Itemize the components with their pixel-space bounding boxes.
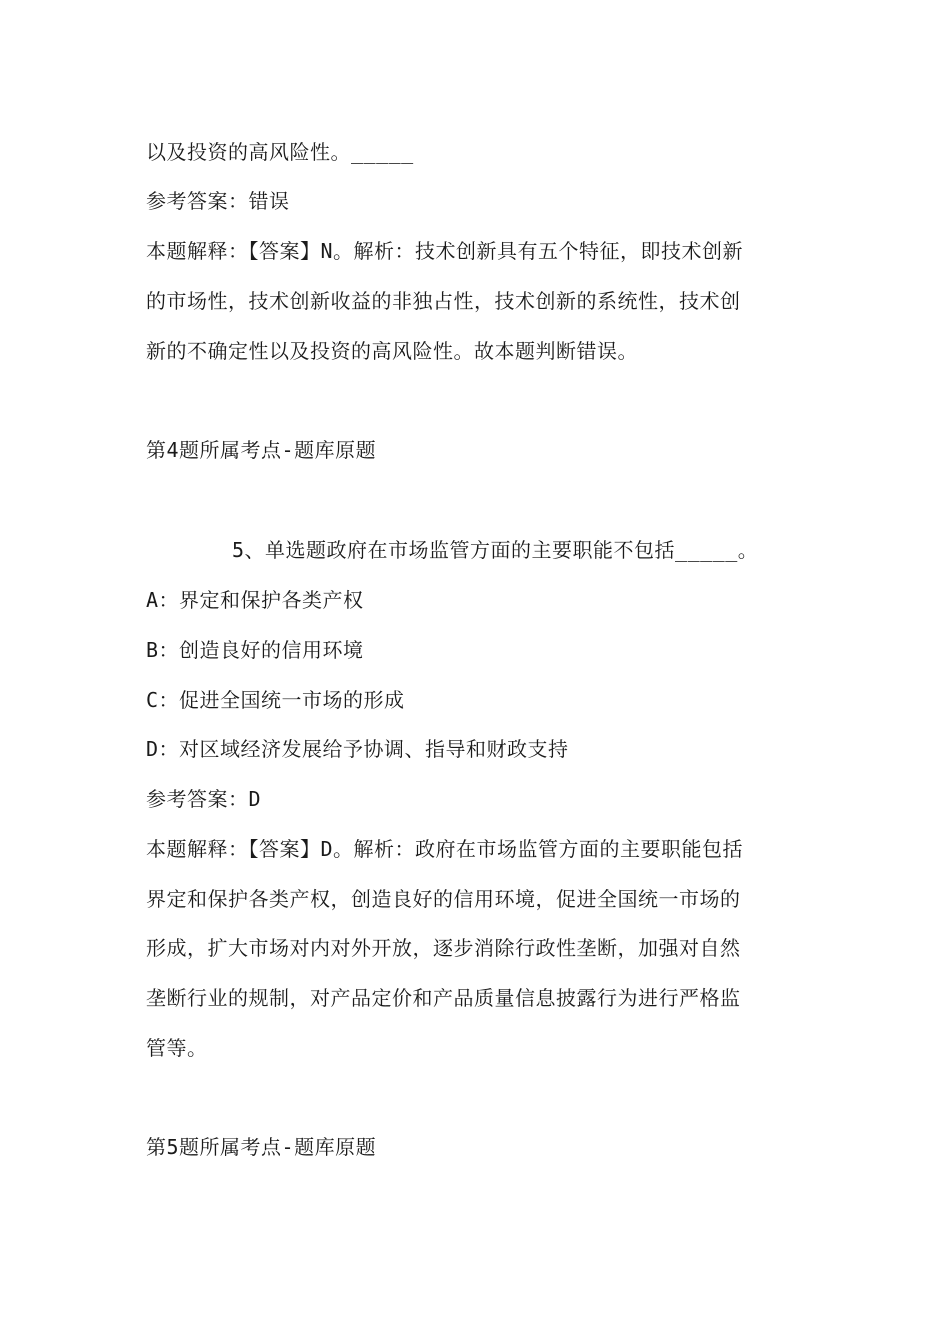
q5-option-b: B：创造良好的信用环境 [146,638,364,662]
q5-explanation-line: 管等。 [146,1036,208,1060]
q5-option-d: D：对区域经济发展给予协调、指导和财政支持 [146,737,569,761]
q5-topic: 第5题所属考点-题库原题 [146,1135,377,1159]
q5-answer: 参考答案：D [146,787,262,811]
q4-explanation-line: 本题解释：【答案】N。解析：技术创新具有五个特征，即技术创新 [146,239,744,263]
q4-answer: 参考答案：错误 [146,189,290,213]
q5-explanation-line: 界定和保护各类产权，创造良好的信用环境，促进全国统一市场的 [146,887,741,911]
q4-explanation-line: 的市场性，技术创新收益的非独占性，技术创新的系统性，技术创 [146,289,741,313]
q5-option-a: A：界定和保护各类产权 [146,588,364,612]
q4-topic: 第4题所属考点-题库原题 [146,438,377,462]
q4-explanation-line: 新的不确定性以及投资的高风险性。故本题判断错误。 [146,339,638,363]
q5-option-c: C：促进全国统一市场的形成 [146,688,405,712]
q5-explanation-line: 本题解释：【答案】D。解析：政府在市场监管方面的主要职能包括 [146,837,744,861]
q5-explanation-line: 垄断行业的规制，对产品定价和产品质量信息披露行为进行严格监 [146,986,741,1010]
q5-explanation-line: 形成，扩大市场对内对外开放，逐步消除行政性垄断，加强对自然 [146,936,741,960]
q4-text-tail: 以及投资的高风险性。_____ [146,140,414,164]
q5-question: 5、单选题政府在市场监管方面的主要职能不包括_____。 [232,538,759,562]
